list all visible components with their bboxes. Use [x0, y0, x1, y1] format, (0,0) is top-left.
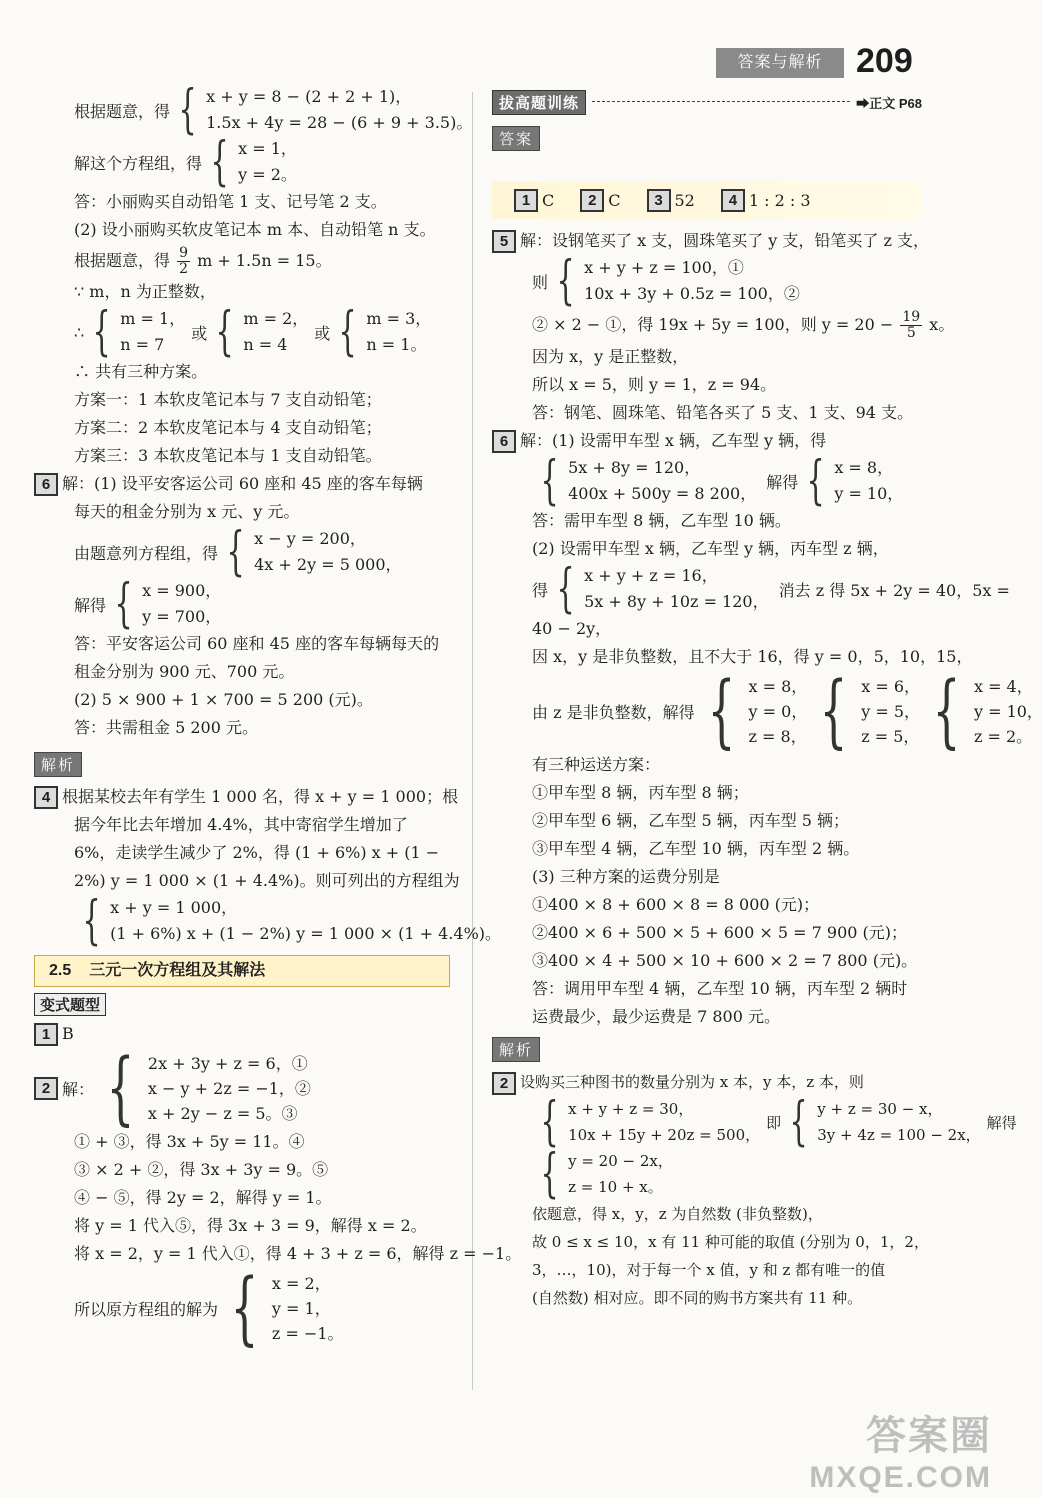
- text-line: ① + ③，得 3x + 5y = 11。④: [74, 1132, 305, 1151]
- question-number: 5: [492, 230, 516, 253]
- brace: {: [210, 132, 229, 192]
- text-line: ∴ 共有三种方案。: [74, 362, 208, 381]
- answer-item: 4 1 : 2 : 3: [721, 189, 811, 212]
- text-line: 据今年比去年增加 4.4%，其中寄宿学生增加了: [74, 815, 408, 834]
- question-number: 6: [492, 430, 516, 453]
- page-reference-link[interactable]: ➡正文 P68: [856, 95, 922, 111]
- equation-system: { x + y = 1 000， (1 + 6%) x + (1 − 2%) y = 1 000 × (1 + 4.4%)。: [82, 891, 502, 951]
- solution-system: 所以原方程组的解为 { x = 2， y = 1， z = −1。: [74, 1261, 344, 1354]
- section-header: [34, 955, 450, 987]
- question-number: 1: [34, 1023, 58, 1046]
- text-line: ③400 × 4 + 500 × 10 + 600 × 2 = 7 800 (元)。: [532, 951, 918, 970]
- text-line: 运费最少，最少运费是 7 800 元。: [532, 1007, 780, 1026]
- right-column: [492, 90, 1043, 1312]
- question-2-line: 2 设购买三种图书的数量分别为 x 本，y 本，z 本，则: [492, 1068, 922, 1096]
- question-4-line: 4 根据某校去年有学生 1 000 名，得 x + y = 1 000；根: [34, 783, 464, 811]
- section-number: 2.5: [49, 962, 72, 979]
- text-line: 将 y = 1 代入⑤，得 3x + 3 = 9，解得 x = 2。: [74, 1216, 427, 1235]
- text-line: (2) 5 × 900 + 1 × 700 = 5 200 (元)。: [74, 690, 373, 709]
- column-divider: [472, 92, 473, 1390]
- text-line: ①甲车型 8 辆，丙车型 8 辆；: [532, 783, 749, 802]
- fraction: $\frac{19}{5}$: [902, 309, 921, 341]
- brace: {: [178, 80, 197, 140]
- text-line: ②400 × 6 + 500 × 5 + 600 × 5 = 7 900 (元)；: [532, 923, 908, 942]
- text-line: ∵ m，n 为正整数，: [74, 282, 216, 301]
- answer-tag: 答案: [492, 126, 540, 151]
- text-line: ④ − ⑤，得 2y = 2，解得 y = 1。: [74, 1188, 332, 1207]
- text-line: ②甲车型 6 辆，乙车型 5 辆，丙车型 5 辆；: [532, 811, 850, 830]
- section-title: 三元一次方程组及其解法: [89, 962, 266, 979]
- equation-system: 得 { x + y + z = 16， 5x + 8y + 10z = 120， 消去 z 得 5x + 2y = 40，5x =: [532, 559, 1010, 619]
- bianshi-tag: 变式题型: [34, 993, 106, 1016]
- equation-system: 解这个方程组，得 { x = 1， y = 2。: [74, 132, 297, 192]
- text-line: ③甲车型 4 辆，乙车型 10 辆，丙车型 2 辆。: [532, 839, 860, 858]
- question-number: 2: [492, 1072, 516, 1095]
- variant-2-system: 2 解： { 2x + 3y + z = 6，① x − y + 2z = −1，② x + 2y − z = 5。③: [34, 1048, 464, 1128]
- text-line: 答：钢笔、圆珠笔、铅笔各买了 5 支、1 支、94 支。: [532, 403, 914, 422]
- answer-item: 3 52: [647, 189, 695, 212]
- text-line: ①400 × 8 + 600 × 8 = 8 000 (元)；: [532, 895, 820, 914]
- fraction: $\frac{9}{2}$: [179, 245, 189, 277]
- text-line: ③ × 2 + ②，得 3x + 3y = 9。⑤: [74, 1160, 329, 1179]
- text-line: (3) 三种方案的运费分别是: [532, 867, 720, 886]
- question-number: 6: [34, 473, 58, 496]
- text-line: (自然数) 相对应。即不同的购书方案共有 11 种。: [532, 1289, 863, 1307]
- text-line: 将 x = 2，y = 1 代入①，得 4 + 3 + z = 6，解得 z = −1。: [74, 1244, 522, 1263]
- text-line: 方案二：2 本软皮笔记本与 4 支自动铅笔；: [74, 418, 382, 437]
- watermark-logo: 答案圈 MXQE.COM: [809, 1414, 992, 1494]
- text-line: 每天的租金分别为 x 元、y 元。: [74, 502, 300, 521]
- text-line: 40 − 2y，: [532, 619, 612, 638]
- question-6-line: 6 解：(1) 设平安客运公司 60 座和 45 座的客车每辆: [34, 470, 464, 498]
- text-line: 6%，走读学生减少了 2%，得 (1 + 6%) x + (1 −: [74, 843, 440, 862]
- equation-system: { x + y + z = 30， 10x + 15y + 20z = 500， 即 { y + z = 30 − x， 3y + 4z = 100 − 2x， 解得: [540, 1092, 1017, 1152]
- equation-system: 由题意列方程组，得 { x − y = 200， 4x + 2y = 5 000，: [74, 522, 402, 582]
- section-title-tag: 拔高题训练: [492, 90, 586, 115]
- question-number: 4: [34, 786, 58, 809]
- answer-item: 2 C: [580, 189, 620, 212]
- header-tag: 答案与解析: [716, 48, 844, 78]
- text-line: (2) 设需甲车型 x 辆，乙车型 y 辆，丙车型 z 辆，: [532, 539, 889, 558]
- answer-item: 1 C: [514, 189, 554, 212]
- text-line: (2) 设小丽购买软皮笔记本 m 本、自动铅笔 n 支。: [74, 220, 436, 239]
- text-line: 方案一：1 本软皮笔记本与 7 支自动铅笔；: [74, 390, 382, 409]
- text-line: 3，…，10)，对于每一个 x 值，y 和 z 都有唯一的值: [532, 1261, 886, 1279]
- equation-system: 解得 { x = 900， y = 700，: [74, 574, 222, 634]
- equation-system: { y = 20 − 2x， z = 10 + x。: [540, 1144, 673, 1204]
- text-line: 答：小丽购买自动铅笔 1 支、记号笔 2 支。: [74, 192, 387, 211]
- text-line: 2%) y = 1 000 × (1 + 4.4%)。则可列出的方程组为: [74, 871, 460, 890]
- text-line: 答：平安客运公司 60 座和 45 座的客车每辆每天的: [74, 634, 440, 653]
- equation-system: { 5x + 8y = 120， 400x + 500y = 8 200， 解得 { x = 8， y = 10，: [540, 451, 904, 511]
- text-line: 故 0 ≤ x ≤ 10，x 有 11 种可能的取值 (分别为 0，1，2，: [532, 1233, 929, 1251]
- page-number: 209: [856, 42, 913, 80]
- jiexi-tag: 解析: [34, 752, 82, 777]
- variant-1: 1 B: [34, 1020, 464, 1048]
- jiexi-tag: 解析: [492, 1037, 540, 1062]
- equation-system: 根据题意，得 { x + y = 8 − (2 + 2 + 1)， 1.5x + 4y = 28 − (6 + 9 + 3.5)。: [74, 80, 473, 140]
- question-6-line: 6 解：(1) 设需甲车型 x 辆，乙车型 y 辆，得: [492, 427, 922, 455]
- text-line: 答：调用甲车型 4 辆，乙车型 10 辆，丙车型 2 辆时: [532, 979, 908, 998]
- section-title-bar: [492, 90, 922, 114]
- fraction-equation: 根据题意，得 $\frac{9}{2}$ m + 1.5n = 15。: [74, 245, 332, 277]
- text-line: 依题意，得 x，y，z 为自然数 (非负整数)，: [532, 1205, 823, 1223]
- answer-bar: [492, 181, 922, 219]
- question-5-line: 5 解：设钢笔买了 x 支，圆珠笔买了 y 支，铅笔买了 z 支，: [492, 227, 922, 255]
- text-line: 有三种运送方案：: [532, 755, 661, 774]
- equation-system: 则 { x + y + z = 100，① 10x + 3y + 0.5z = 100，②: [532, 251, 800, 311]
- triple-solutions: 由 z 是非负整数，解得 { x = 8， y = 0， z = 8， { x = 6， y = 5， z = 5， { x = 4， y = 10， z = 2。: [532, 664, 1043, 757]
- text-line: 因为 x，y 是正整数，: [532, 347, 689, 366]
- fraction-equation: ② × 2 − ①，得 19x + 5y = 100，则 y = 20 − $\frac{19}{5}$ x。: [532, 309, 955, 341]
- question-number: 2: [34, 1077, 58, 1100]
- solution-options: ∴ { m = 1， n = 7 或 { m = 2， n = 4 或 { m = 3， n = 1。: [74, 302, 432, 362]
- dashed-arrow: [592, 101, 850, 103]
- text-line: 答：需甲车型 8 辆，乙车型 10 辆。: [532, 511, 791, 530]
- text-line: 因 x，y 是非负整数，且不大于 16，得 y = 0，5，10，15，: [532, 647, 973, 666]
- text-line: 方案三：3 本软皮笔记本与 1 支自动铅笔。: [74, 446, 382, 465]
- text-line: 答：共需租金 5 200 元。: [74, 718, 258, 737]
- text-line: 租金分别为 900 元、700 元。: [74, 662, 295, 681]
- text-line: 所以 x = 5，则 y = 1，z = 94。: [532, 375, 777, 394]
